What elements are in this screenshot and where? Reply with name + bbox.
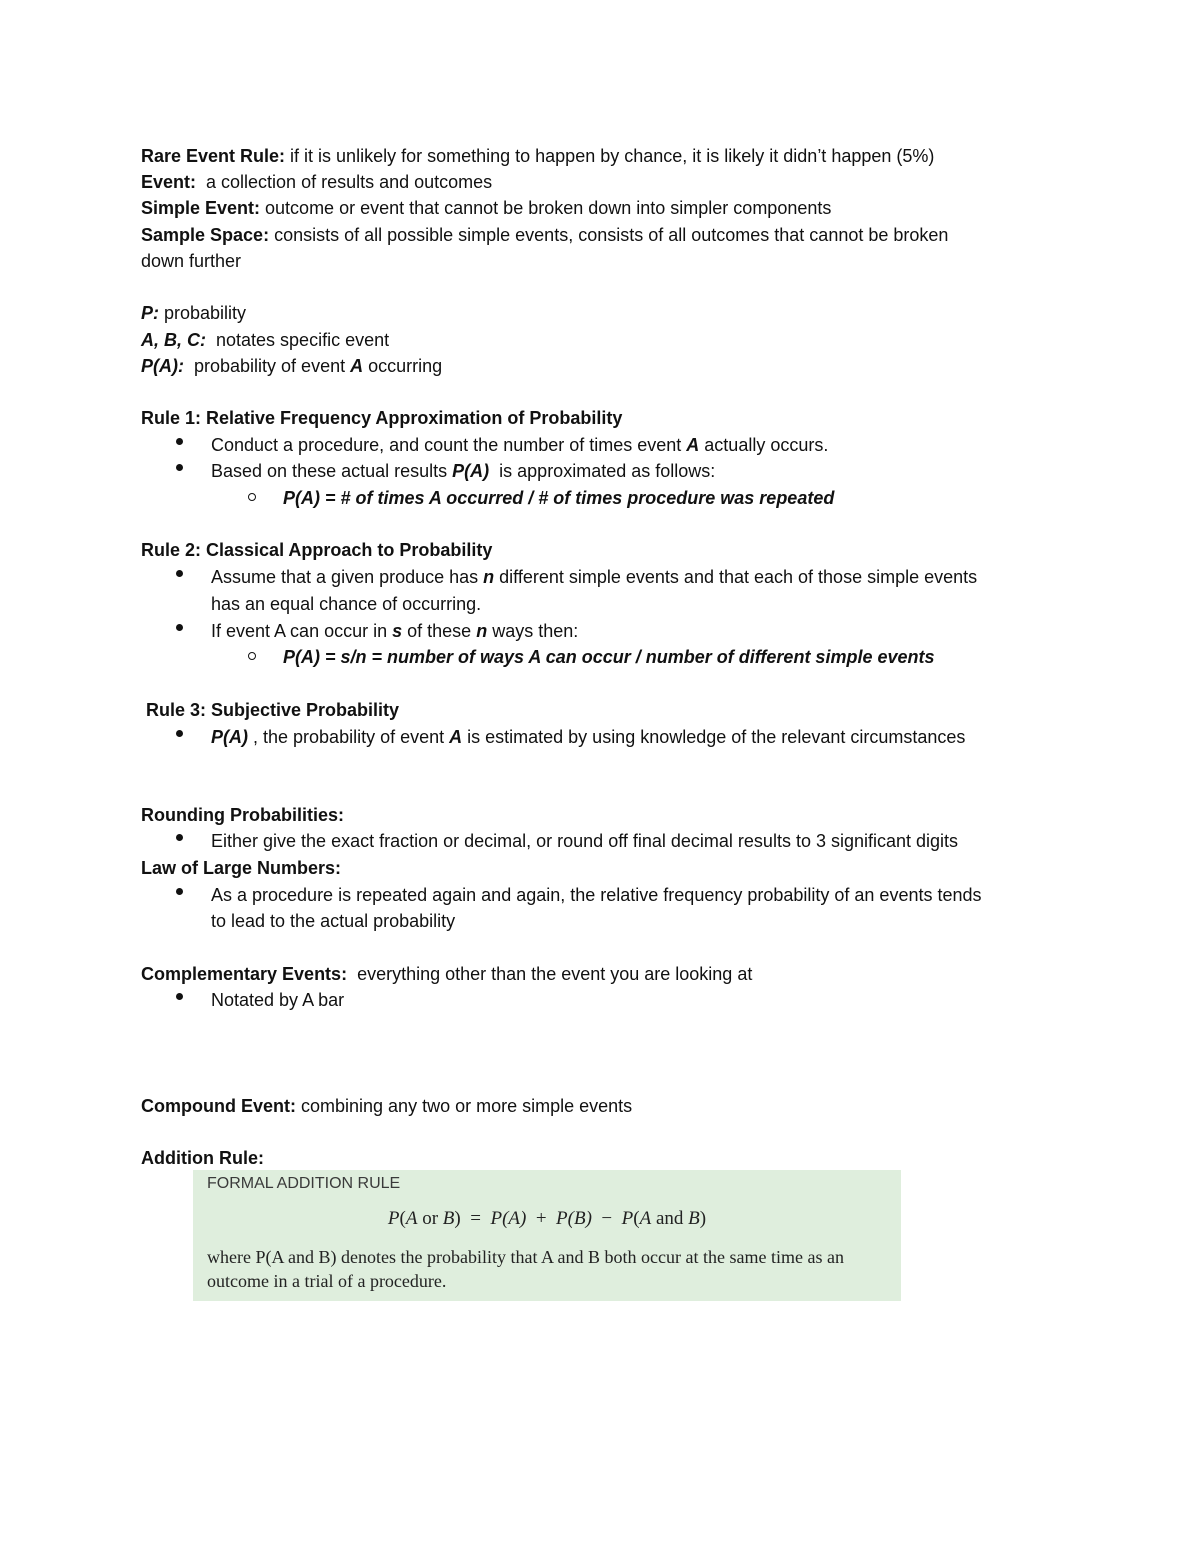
bullet-icon — [176, 888, 183, 895]
term: A, B, C: — [141, 330, 206, 350]
rule1-heading: Rule 1: Relative Frequency Approximation of Probability — [141, 408, 623, 428]
pa-notation: P(A): probability of event A occurring — [141, 356, 443, 376]
complementary-events — [141, 961, 752, 987]
rounding-bullet-1: Either give the exact fraction or decimal, or round off final decimal results to 3 significant digits — [211, 831, 959, 851]
definition: outcome or event that cannot be broken down into simpler components — [260, 198, 832, 218]
large-numbers-heading: Law of Large Numbers: — [141, 858, 342, 878]
rule2-formula: P(A) = s/n = number of ways A can occur / number of different simple events — [283, 647, 935, 667]
event-definition — [141, 169, 492, 195]
term: Simple Event: — [141, 198, 261, 218]
term: Event: — [141, 172, 197, 192]
addition-formula: P(A or B) = P(A) + P(B) − P(A and B) — [387, 1208, 707, 1229]
rule1-bullet-1: Conduct a procedure, and count the number of times event A actually occurs. — [211, 435, 829, 455]
term: P: — [141, 303, 159, 323]
bullet-icon — [176, 438, 183, 445]
simple-event-definition — [141, 195, 831, 221]
abc-notation — [141, 327, 389, 353]
rule1-formula: P(A) = # of times A occurred / # of times procedure was repeated — [283, 488, 835, 508]
complementary-bullet-1: Notated by A bar — [211, 990, 345, 1010]
term: P(A): — [141, 356, 184, 376]
definition: combining any two or more simple events — [296, 1096, 633, 1116]
sample-space-definition — [141, 222, 948, 248]
rule2-bullet-1: Assume that a given produce has n different simple events and that each of those simple events — [211, 567, 978, 587]
rule1-bullet-2: Based on these actual results P(A) is approximated as follows: — [211, 461, 716, 481]
rule2-bullet-1-continued: has an equal chance of occurring. — [211, 594, 482, 614]
rule3-heading: Rule 3: Subjective Probability — [146, 700, 400, 720]
bullet-icon — [176, 570, 183, 577]
bullet-icon — [176, 624, 183, 631]
bullet-icon — [176, 730, 183, 737]
sub-bullet-icon — [248, 493, 256, 501]
formal-addition-rule-box — [193, 1170, 901, 1301]
addition-rule-description: where P(A and B) denotes the probability that A and B both occur at the same time as an outcome in a trial of a procedure. — [207, 1247, 849, 1291]
addition-rule-heading: Addition Rule: — [141, 1148, 264, 1168]
rare-event-rule — [141, 143, 934, 169]
bullet-icon — [176, 993, 183, 1000]
definition: a collection of results and outcomes — [196, 172, 493, 192]
rule2-bullet-2: If event A can occur in s of these n ways then: — [211, 621, 579, 641]
definition: if it is unlikely for something to happen by chance, it is likely it didn’t happen (5%) — [285, 146, 935, 166]
sub-bullet-icon — [248, 652, 256, 660]
term: Complementary Events: — [141, 964, 348, 984]
bullet-icon — [176, 464, 183, 471]
definition: everything other than the event you are looking at — [347, 964, 753, 984]
bullet-icon — [176, 834, 183, 841]
sample-space-definition-continued: down further — [141, 251, 242, 271]
compound-event — [141, 1093, 632, 1119]
box-title: FORMAL ADDITION RULE — [207, 1175, 401, 1192]
definition: consists of all possible simple events, consists of all outcomes that cannot be broken — [269, 225, 949, 245]
term: Compound Event: — [141, 1096, 296, 1116]
term: Sample Space: — [141, 225, 270, 245]
large-numbers-bullet-1: As a procedure is repeated again and again, the relative frequency probability of an events tends — [211, 885, 982, 905]
rule2-heading: Rule 2: Classical Approach to Probability — [141, 540, 493, 560]
p-notation — [141, 300, 246, 326]
large-numbers-bullet-1-continued: to lead to the actual probability — [211, 911, 456, 931]
definition: probability — [159, 303, 247, 323]
definition: notates specific event — [206, 330, 390, 350]
rule3-bullet-1: P(A) , the probability of event A is estimated by using knowledge of the relevant circumstances — [211, 727, 966, 747]
term: Rare Event Rule: — [141, 146, 286, 166]
rounding-heading: Rounding Probabilities: — [141, 805, 344, 825]
